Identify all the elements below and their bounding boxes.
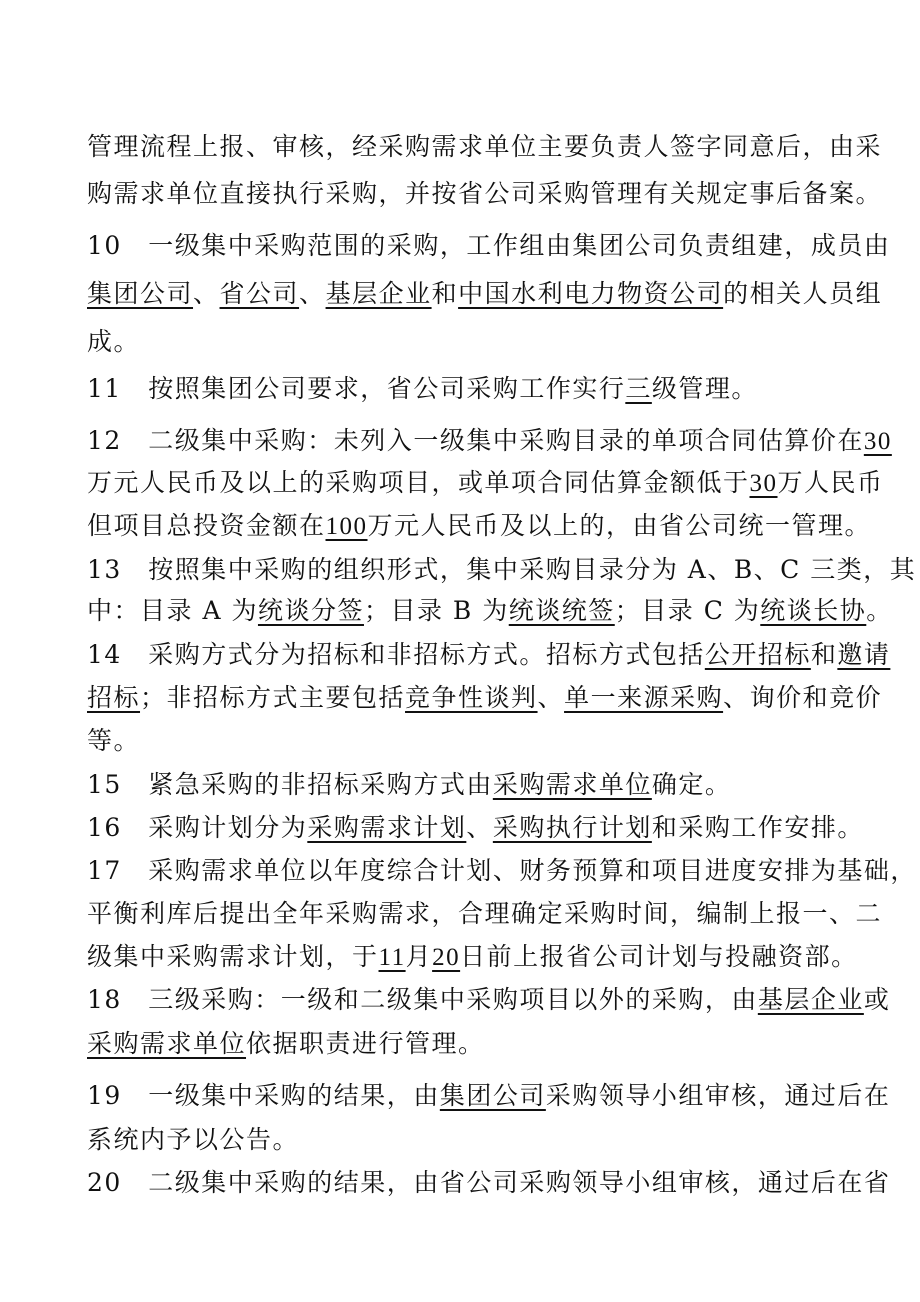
text-line: 成。 <box>87 327 141 356</box>
item-13-line: 13 按照集中采购的组织形式，集中采购目录分为 A、B、C 三类，其 <box>87 555 917 584</box>
underlined-term: 采购需求单位 <box>492 770 652 799</box>
text-line: 等。 <box>87 726 141 755</box>
item-14-line: 14 采购方式分为招标和非招标方式。招标方式包括公开招标和邀请 <box>87 640 891 669</box>
text-line: 集团公司、省公司、基层企业和中国水利电力物资公司的相关人员组 <box>87 279 883 308</box>
underlined-term: 省公司 <box>219 279 300 308</box>
text-line: 管理流程上报、审核，经采购需求单位主要负责人签字同意后，由采 <box>87 132 883 161</box>
item-17-line: 17 采购需求单位以年度综合计划、财务预算和项目进度安排为基础， <box>87 856 917 885</box>
item-18-line: 18 三级采购：一级和二级集中采购项目以外的采购，由基层企业或 <box>87 985 891 1014</box>
underlined-term: 中国水利电力物资公司 <box>458 279 724 308</box>
text-line: 系统内予以公告。 <box>87 1125 300 1154</box>
underlined-term: 竞争性谈判 <box>405 683 538 712</box>
underlined-number: 30 <box>863 428 892 455</box>
text-line: 招标；非招标方式主要包括竞争性谈判、单一来源采购、询价和竞价 <box>87 683 883 712</box>
underlined-term: 统谈分签 <box>257 596 364 625</box>
text-line: 万元人民币及以上的采购项目，或单项合同估算金额低于30万人民币 <box>87 468 884 497</box>
underlined-term: 集团公司 <box>439 1081 546 1110</box>
underlined-number: 100 <box>325 513 368 540</box>
item-12-line: 12 二级集中采购：未列入一级集中采购目录的单项合同估算价在30 <box>87 426 892 455</box>
underlined-term: 采购需求单位 <box>87 1029 247 1058</box>
text-line: 但项目总投资金额在100万元人民币及以上的，由省公司统一管理。 <box>87 511 872 540</box>
item-15-line: 15 紧急采购的非招标采购方式由采购需求单位确定。 <box>87 770 732 799</box>
text-line: 采购需求单位依据职责进行管理。 <box>87 1029 485 1058</box>
underlined-term: 采购执行计划 <box>492 813 652 842</box>
underlined-term: 采购需求计划 <box>307 813 467 842</box>
underlined-term: 公开招标 <box>704 640 811 669</box>
text-line: 平衡利库后提出全年采购需求，合理确定采购时间，编制上报一、二 <box>87 899 883 928</box>
item-19-line: 19 一级集中采购的结果，由集团公司采购领导小组审核，通过后在 <box>87 1081 891 1110</box>
underlined-term: 三 <box>625 374 652 403</box>
underlined-number: 30 <box>749 470 778 497</box>
underlined-term: 邀请 <box>837 640 891 669</box>
text-line: 级集中采购需求计划，于11月20日前上报省公司计划与投融资部。 <box>87 942 858 971</box>
underlined-number: 20 <box>432 944 461 971</box>
underlined-term: 统谈长协 <box>760 596 867 625</box>
text-line: 中：目录 A 为统谈分签；目录 B 为统谈统签；目录 C 为统谈长协。 <box>87 596 893 625</box>
underlined-number: 11 <box>378 944 406 971</box>
item-10-line: 10 一级集中采购范围的采购，工作组由集团公司负责组建，成员由 <box>87 231 891 260</box>
underlined-term: 招标 <box>87 683 141 712</box>
item-11-line: 11 按照集团公司要求，省公司采购工作实行三级管理。 <box>87 374 758 403</box>
underlined-term: 集团公司 <box>87 279 194 308</box>
underlined-term: 单一来源采购 <box>564 683 724 712</box>
text-line: 购需求单位直接执行采购，并按省公司采购管理有关规定事后备案。 <box>87 179 883 208</box>
underlined-term: 统谈统签 <box>508 596 615 625</box>
item-20-line: 20 二级集中采购的结果，由省公司采购领导小组审核，通过后在省 <box>87 1168 891 1197</box>
item-16-line: 16 采购计划分为采购需求计划、采购执行计划和采购工作安排。 <box>87 813 864 842</box>
underlined-term: 基层企业 <box>325 279 432 308</box>
underlined-term: 基层企业 <box>757 985 864 1014</box>
